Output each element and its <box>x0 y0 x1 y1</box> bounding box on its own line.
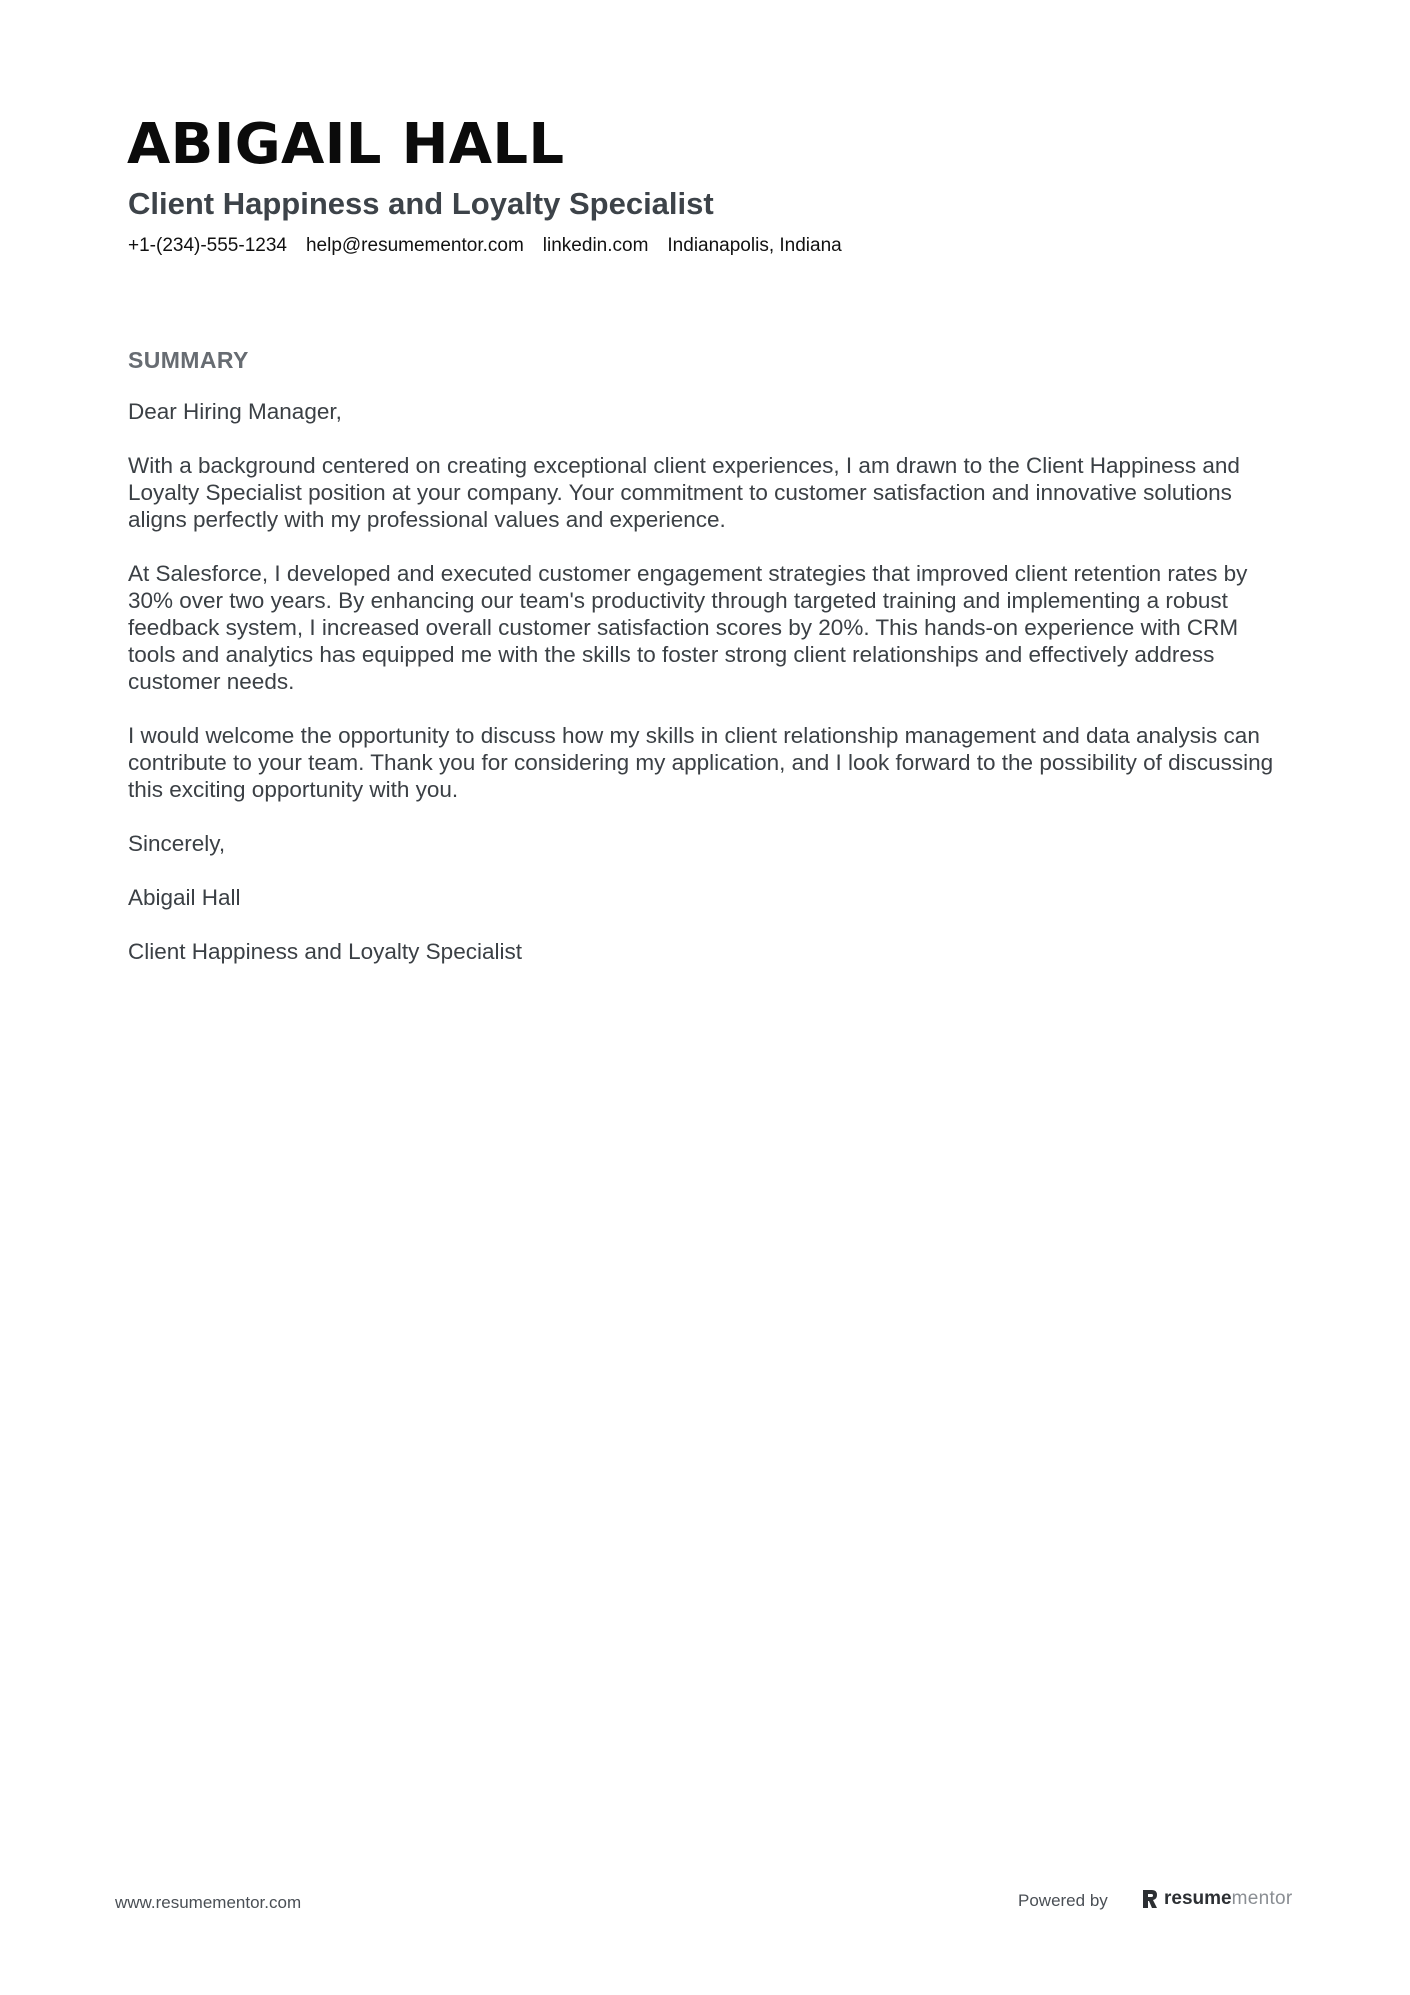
signature-name: Abigail Hall <box>128 885 241 910</box>
contact-linkedin[interactable]: linkedin.com <box>542 235 649 256</box>
footer-website-link[interactable]: www.resumementor.com <box>115 1893 302 1912</box>
contact-email[interactable]: help@resumementor.com <box>305 235 524 256</box>
closing-phrase: Sincerely, <box>128 831 226 856</box>
letter-body <box>128 398 1278 992</box>
contact-phone[interactable]: +1-(234)-555-1234 <box>128 235 287 256</box>
summary-heading: SUMMARY <box>128 347 249 373</box>
applicant-name: ABIGAIL HALL <box>127 112 565 177</box>
applicant-title: Client Happiness and Loyalty Specialist <box>128 186 714 221</box>
letter-paragraph-intro: With a background centered on creating exceptional client experiences, I am drawn to the Client Happiness and Loyalty Specialist position at your company. Your commitment to customer satisfaction and innovative solutions aligns perfectly with my professional values and experience. <box>128 453 1240 532</box>
contact-location: Indianapolis, Indiana <box>667 235 842 256</box>
brand-name-part2: mentor <box>1231 1888 1293 1909</box>
contact-bar <box>128 233 861 259</box>
letter-paragraph-experience: At Salesforce, I developed and executed customer engagement strategies that improved client retention rates by 30% over two years. By enhancing our team's productivity through targeted training and implementing a robust feedback system, I increased overall customer satisfaction scores by 20%. This hands-on experience with CRM tools and analytics has equipped me with the skills to foster strong client relationships and effectively address customer needs. <box>128 561 1248 694</box>
salutation: Dear Hiring Manager, <box>128 399 342 424</box>
resumementor-logo[interactable] <box>1141 1886 1293 1912</box>
resumementor-logo-icon <box>1141 1888 1159 1910</box>
letter-paragraph-closing: I would welcome the opportunity to discuss how my skills in client relationship management and data analysis can contribute to your team. Thank you for considering my application, and I look forward to the possibility of discussing this exciting opportunity with you. <box>128 723 1274 802</box>
powered-by-label: Powered by <box>1018 1891 1108 1910</box>
brand-name-part1: resume <box>1164 1888 1232 1909</box>
signature-title: Client Happiness and Loyalty Specialist <box>128 939 522 964</box>
